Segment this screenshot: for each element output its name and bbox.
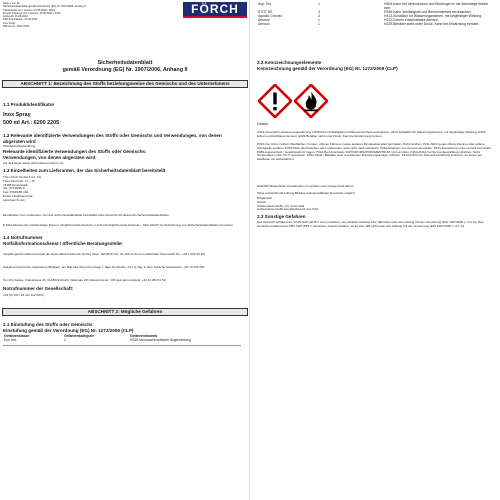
email-note: E-Mail-Adresse der sachkundigen Person: info@chemical-check.de, k.schmuhsch@chemical-check.de – bitte NICHT zur Anforderung von Sicherheitsdatenblättern benutzen. bbox=[3, 223, 234, 227]
supplier-line: Email: info@foerch.de bbox=[3, 193, 33, 198]
emergency-switzerland: Tox Info Suisse, Freiestrasse 16, CH-8032 Zürich, Nationale 24h-Nottelnummer: 145 (aus dem Ausland: +41 44 251 51 51) bbox=[3, 278, 167, 282]
supplier-address bbox=[3, 176, 243, 203]
heading-2-1-clp: Einstufung gemäß der Verordnung (EG) Nr. 1272/2008 (CLP) bbox=[3, 328, 134, 333]
classification-table bbox=[3, 334, 243, 342]
table-cell: Aquatic Chronic bbox=[258, 14, 282, 18]
euh-statement: EUH066-Wiederholter Kontakt kann zu spröder oder rissiger Haut führen. bbox=[257, 184, 355, 188]
heading-1-4: 1.4 Notrufnummer bbox=[3, 235, 43, 240]
table-cell: STOT SE bbox=[258, 10, 273, 14]
meta-line: 500 ml Art.: 6200 2205 bbox=[3, 25, 30, 29]
component-item: Kohlenwasserstoffe, C3, Ammoniak bbox=[257, 203, 305, 208]
table-cell: Asp. Tox. bbox=[258, 2, 272, 6]
uses-text: Oberflächenbehandlung bbox=[3, 144, 36, 148]
heading-2-1: 2.1 Einstufung des Stoffs oder Gemischs bbox=[3, 322, 93, 327]
table-cell: 1 bbox=[318, 18, 320, 22]
component-item: Ethylacetat bbox=[257, 196, 272, 200]
supplier-line: Fax: 07139/95-190 bbox=[3, 190, 29, 195]
table-cell: Aerosol bbox=[258, 22, 270, 26]
table-cell: H336-Kann Schläfrigkeit und Benommenheit verursachen. bbox=[384, 10, 472, 14]
table-cell: Eye Irrit. bbox=[4, 338, 17, 342]
meta-line: Inox Spray bbox=[3, 21, 16, 25]
table-cell: H229-Behälter steht unter Druck: Kann bei Erwärmung bersten. bbox=[384, 22, 480, 26]
table-cell: 1 bbox=[318, 22, 320, 26]
table-row bbox=[3, 338, 243, 342]
product-name: Inox Spray bbox=[3, 112, 31, 118]
heading-2-2: 2.2 Kennzeichnungselemente bbox=[257, 60, 322, 65]
heading-company-phone: Notrufnummer der Gesellschaft: bbox=[3, 286, 74, 291]
supplier-line: Tel.: 07139/95-0 bbox=[3, 186, 25, 191]
emergency-austria: Vergiftungsinformationszentrale der Gesundheit Österreich GmbH, Wien. NOTRUF Tel.: 01 406 43 43 (von außerhalb Österreichs Tel.: +43 1 406 43 43) bbox=[3, 252, 205, 256]
heading-1-2-identified: Relevante identifizierte Verwendungen des Stoffs oder Gemischs: bbox=[3, 149, 147, 154]
heading-1-2-advised-against: Verwendungen, von denen abgeraten wird: bbox=[3, 155, 97, 160]
meta-line: Gültig ab: 21.06.2022 bbox=[3, 15, 28, 19]
component-item: Kohlenwasserstoffe aus Ethylbenzol und Xylol bbox=[257, 207, 319, 212]
heading-1-1: 1.1 Produktidentifikator bbox=[3, 102, 55, 107]
ghs02-flame-icon bbox=[294, 84, 328, 118]
meta-line: Ersetzt Fassung vom / Version: 25.05.2022 / 0015 bbox=[3, 11, 61, 15]
table-cell: 3 bbox=[318, 10, 320, 14]
table-rule bbox=[3, 345, 241, 346]
company-phone: +49 (0) 700 / 24 112 112 (FPC) bbox=[3, 293, 45, 297]
ghs07-exclamation-icon bbox=[258, 84, 292, 118]
heading-1-3: 1.3 Einzelheiten zum Lieferanten, der das Sicherheitsdatenblatt bereitstellt bbox=[3, 168, 166, 173]
table-cell: H412-Schädlich für Wasserorganismen, mit langfristiger Wirkung. bbox=[384, 14, 483, 18]
meta-line: PDF-Druckdatum: 23.06.2022 bbox=[3, 18, 38, 22]
supplier-line: Theo-Förch-Str. 11 – 15 bbox=[3, 178, 35, 183]
component-item: Aceton bbox=[257, 199, 267, 204]
heading-1-2: 1.2 Relevante identifizierte Verwendungen des Stoffs oder Gemischs und Verwendungen, von denen abgeraten wird bbox=[3, 133, 222, 144]
table-header-cell: Gefahrenkategorie bbox=[64, 334, 94, 338]
emergency-belgium: AntigifcentrumCentre Antipoisons (Belgien), am Ball wird ihnen Ihre Frage 7 Tage die Woche, 24 h je Tag, in Ihrer Sprache beantwortet, +32 70 245 245 bbox=[3, 265, 205, 269]
page-header-meta bbox=[3, 2, 153, 28]
document-page-2 bbox=[250, 0, 500, 500]
table-cell: H319-Verursacht schwere Augenreizung bbox=[130, 338, 191, 342]
heading-2-2-clp: Kennzeichnung gemäß der Verordnung (EG) Nr. 1272/2008 (CLP) bbox=[257, 66, 398, 71]
other-hazards: Das Gemisch enthält keine vPvB-Stoff (vPvB = very persistent, very bioaccumulative) bzw. fällt nicht unter den Anhang XIII der Verordnung (EG) 1907/2006 (< 0,1 %). Das Gemisch enthält keinen PBT-Stoff (PBT = persistent, bioaccumulative, toxic) bzw. fällt nicht unter den Anhang XIII der Verordnung (EG) 1907/2006 (< 0,1 %). bbox=[257, 220, 484, 228]
h-statements: H319-Verursacht schwere Augenreizung. H336-Kann Schläfrigkeit und Benommenheit verursachen. H412-Schädlich für Wasserorganismen, mit langfristiger Wirkung. H222-Extrem entzündbares Aerosol. H229-Behälter steht unter Druck: Kann bei Erwärmung bersten. bbox=[257, 130, 487, 138]
table-cell: H304-Kann bei Verschlucken und Eindringen in die Atemwege tödlich sein. bbox=[384, 2, 489, 10]
supplier-line: Theo Förch GmbH & Co. KG bbox=[3, 175, 42, 179]
table-cell: H222-Extrem entzündbares Aerosol. bbox=[384, 18, 439, 22]
components-intro: Ohne ausreichende Lüftung Bildung explosionsfähiger Gemische möglich. bbox=[257, 191, 356, 195]
company-logo bbox=[183, 2, 247, 18]
components-list bbox=[257, 197, 495, 212]
meta-line: Überarbeitet am / Version: 21.06.2022 / 0015 bbox=[3, 8, 55, 12]
heading-1-4-service: Notfallinformationsdienst / öffentliche Beratungsstelle: bbox=[3, 241, 123, 246]
table-cell: 2 bbox=[64, 338, 66, 342]
supplier-line: 74196 Neuenstadt bbox=[3, 182, 28, 187]
meta-line: Sicherheitsdatenblatt gemäß Verordnung (EG) Nr. 1907/2006, Anhang II bbox=[3, 5, 86, 9]
product-article: 500 ml Art.: 6200 2205 bbox=[3, 120, 60, 126]
document-title: Sicherheitsdatenblatt bbox=[97, 60, 153, 66]
section-2-header: ABSCHNITT 2: Mögliche Gefahren bbox=[2, 308, 248, 316]
hazard-class-table bbox=[257, 2, 497, 26]
table-cell: 3 bbox=[318, 14, 320, 18]
table-cell: Aerosol bbox=[258, 18, 270, 22]
contact-note: Einzelheiten zum Lieferanten, der das Sicherheitsdatenblatt bereitstellt siehe Abschnitt 16 dieses EG-Sicherheitsdatenblattes. bbox=[3, 213, 170, 217]
signal-word: Gefahr bbox=[257, 122, 268, 126]
meta-line: Seite 1 von 32 bbox=[3, 2, 20, 5]
supplier-line: www.foerch.com bbox=[3, 197, 26, 202]
table-cell: 1 bbox=[318, 2, 320, 6]
table-row bbox=[257, 2, 497, 10]
table-header-cell: Gefahrenklasse bbox=[4, 334, 30, 338]
table-header-cell: Gefahrenhinweis bbox=[130, 334, 158, 338]
heading-2-3: 2.3 Sonstige Gefahren bbox=[257, 214, 306, 219]
document-subtitle: gemäß Verordnung (EG) Nr. 1907/2006, Anhang II bbox=[62, 67, 188, 73]
section-1-header: ABSCHNITT 1: Bezeichnung des Stoffs beziehungsweise des Gemischs und des Unternehmens bbox=[2, 80, 248, 88]
uses-note: Zur Zeit liegen keine Informationen hierzu vor. bbox=[3, 161, 65, 165]
table-row bbox=[257, 22, 497, 26]
logo-text: FÖRCH bbox=[191, 2, 239, 16]
p-statements: P210-Von Hitze, heißen Oberflächen, Funken, offenen Flammen sowie anderen Zündquellenarten fernhalten. Nicht rauchen. P211-Nicht gegen offene Flamme oder andere Zündquelle sprühen. P251-Nicht durchstechen oder verbrennen, auch nicht nach Gebrauch. P261-Einatmen von Aerosol vermeiden. P273-Freisetzung in die Umwelt vermeiden. P280-Augenschutz / Gesichtsschutz tragen. P312-Bei Unwohlsein GIFTINFORMATIONSZENTRUM / Arzt anrufen. P410+P412-Vor Sonnenbestrahlung schützen. Nicht Temperaturen über 50 °C aussetzen. P501-Inhalt / Behälter einer anerkannten Entsorgungsanlage zuführen. P410+P403-Vor Sonnenbestrahlung schützen. An einem gut belüfteten Ort aufbewahren. bbox=[257, 142, 492, 162]
